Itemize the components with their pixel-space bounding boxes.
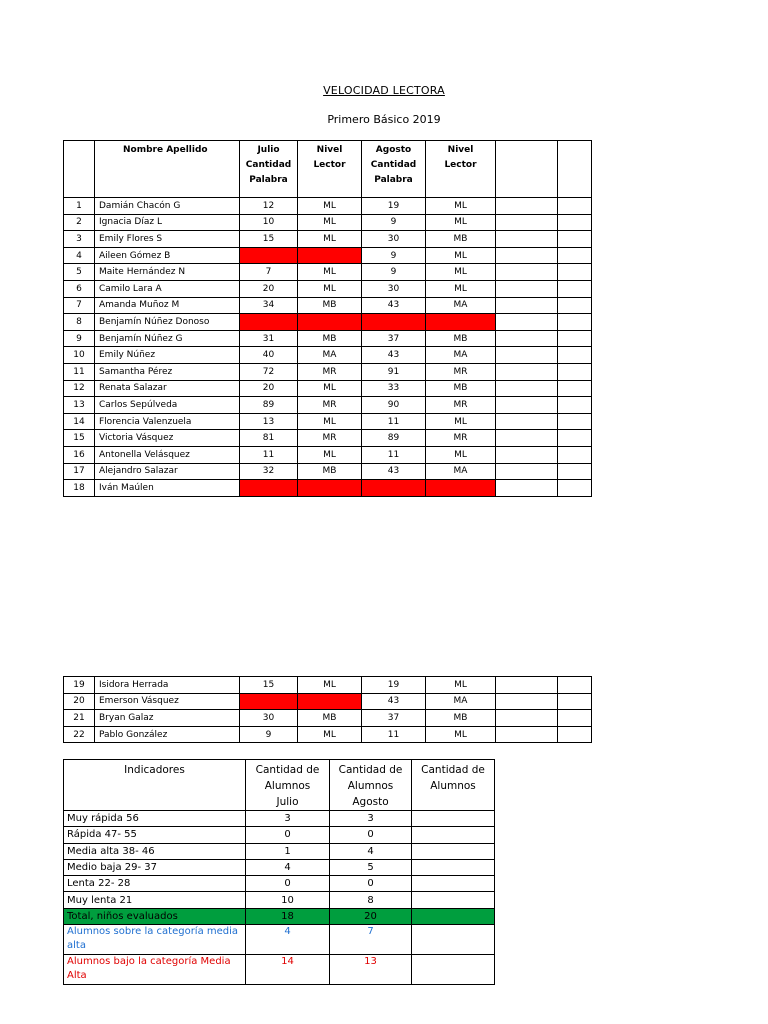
agosto-count: 43 xyxy=(362,347,426,364)
row-number: 6 xyxy=(64,280,95,297)
student-name: Benjamín Núñez Donoso xyxy=(95,314,240,331)
indicator-total xyxy=(412,908,495,924)
indicator-total xyxy=(412,892,495,908)
row-number: 13 xyxy=(64,397,95,414)
indicator-total xyxy=(412,876,495,892)
agosto-count: 30 xyxy=(362,231,426,248)
student-name: Antonella Velásquez xyxy=(95,446,240,463)
indicator-agosto: 13 xyxy=(330,955,412,985)
table-row xyxy=(64,314,592,331)
header-julio xyxy=(240,141,298,198)
student-name: Victoria Vásquez xyxy=(95,430,240,447)
row-number: 5 xyxy=(64,264,95,281)
empty-cell xyxy=(558,677,592,694)
extra-table xyxy=(63,676,592,743)
julio-count: 15 xyxy=(240,231,298,248)
agosto-count: 43 xyxy=(362,693,426,710)
student-name: Alejandro Salazar xyxy=(95,463,240,480)
table-row xyxy=(64,380,592,397)
page-title: VELOCIDAD LECTORA xyxy=(323,84,445,97)
indicator-agosto: 20 xyxy=(330,908,412,924)
student-name: Maite Hernández N xyxy=(95,264,240,281)
indicator-agosto: 7 xyxy=(330,925,412,955)
indicators-table-body xyxy=(64,811,495,985)
empty-cell xyxy=(496,330,558,347)
empty-cell xyxy=(496,214,558,231)
header-julio-text: Julio Cantidad Palabra xyxy=(245,145,292,185)
main-table-body xyxy=(64,198,592,497)
empty-cell xyxy=(558,198,592,215)
header-cantidad-julio xyxy=(246,760,330,811)
agosto-level: MA xyxy=(426,463,496,480)
page-subtitle: Primero Básico 2019 xyxy=(327,113,441,126)
indicator-row xyxy=(64,892,495,908)
header-number xyxy=(64,141,95,198)
julio-level: MR xyxy=(298,397,362,414)
agosto-level: MB xyxy=(426,710,496,727)
julio-level: ML xyxy=(298,380,362,397)
agosto-level: ML xyxy=(426,280,496,297)
agosto-count: 89 xyxy=(362,430,426,447)
empty-cell xyxy=(496,297,558,314)
empty-cell xyxy=(496,710,558,727)
table-row xyxy=(64,231,592,248)
indicator-label: Alumnos sobre la categoría media alta xyxy=(64,925,246,955)
table-row xyxy=(64,264,592,281)
table-row xyxy=(64,280,592,297)
indicator-julio: 4 xyxy=(246,859,330,875)
julio-count: 40 xyxy=(240,347,298,364)
student-name: Pablo González xyxy=(95,726,240,743)
agosto-level: MR xyxy=(426,430,496,447)
row-number: 10 xyxy=(64,347,95,364)
empty-cell xyxy=(558,214,592,231)
indicator-row xyxy=(64,955,495,985)
julio-level: ML xyxy=(298,198,362,215)
row-number: 11 xyxy=(64,363,95,380)
row-number: 7 xyxy=(64,297,95,314)
agosto-level: MB xyxy=(426,330,496,347)
julio-count: 89 xyxy=(240,397,298,414)
student-name: Aileen Gómez B xyxy=(95,247,240,264)
agosto-level: ML xyxy=(426,214,496,231)
julio-level: ML xyxy=(298,446,362,463)
table-row xyxy=(64,397,592,414)
row-number: 14 xyxy=(64,413,95,430)
agosto-count: 19 xyxy=(362,198,426,215)
julio-count: 20 xyxy=(240,380,298,397)
header-cantidad-agosto-text: Cantidad de Alumnos Agosto xyxy=(338,764,403,808)
header-cantidad-agosto xyxy=(330,760,412,811)
julio-count: 10 xyxy=(240,214,298,231)
julio-count: 11 xyxy=(240,446,298,463)
empty-cell xyxy=(558,397,592,414)
empty-cell xyxy=(496,480,558,497)
indicator-agosto: 3 xyxy=(330,811,412,827)
empty-cell xyxy=(558,280,592,297)
julio-count xyxy=(240,314,298,331)
julio-level: MA xyxy=(298,347,362,364)
indicator-agosto: 0 xyxy=(330,827,412,843)
indicator-total xyxy=(412,843,495,859)
student-name: Samantha Pérez xyxy=(95,363,240,380)
student-name: Carlos Sepúlveda xyxy=(95,397,240,414)
julio-count xyxy=(240,480,298,497)
indicator-label: Media alta 38- 46 xyxy=(64,843,246,859)
empty-cell xyxy=(558,264,592,281)
empty-cell xyxy=(496,446,558,463)
empty-cell xyxy=(496,280,558,297)
row-number: 1 xyxy=(64,198,95,215)
header-nivel-1 xyxy=(298,141,362,198)
empty-cell xyxy=(496,430,558,447)
empty-cell xyxy=(496,693,558,710)
student-name: Ignacia Díaz L xyxy=(95,214,240,231)
agosto-count: 91 xyxy=(362,363,426,380)
julio-level xyxy=(298,693,362,710)
empty-cell xyxy=(558,726,592,743)
agosto-level: MB xyxy=(426,231,496,248)
indicator-total xyxy=(412,827,495,843)
indicator-agosto: 8 xyxy=(330,892,412,908)
row-number: 21 xyxy=(64,710,95,727)
table-row xyxy=(64,347,592,364)
julio-count: 31 xyxy=(240,330,298,347)
header-name: Nombre Apellido xyxy=(95,141,240,198)
empty-cell xyxy=(558,693,592,710)
header-cantidad-total xyxy=(412,760,495,811)
row-number: 8 xyxy=(64,314,95,331)
julio-count: 30 xyxy=(240,710,298,727)
indicator-total xyxy=(412,811,495,827)
julio-level: MR xyxy=(298,363,362,380)
indicator-julio: 18 xyxy=(246,908,330,924)
empty-cell xyxy=(496,413,558,430)
empty-cell xyxy=(496,463,558,480)
table-row xyxy=(64,710,592,727)
table-row xyxy=(64,677,592,694)
empty-cell xyxy=(496,397,558,414)
empty-cell xyxy=(558,710,592,727)
empty-cell xyxy=(496,247,558,264)
student-name: Camilo Lara A xyxy=(95,280,240,297)
agosto-level: MB xyxy=(426,380,496,397)
indicator-row xyxy=(64,859,495,875)
empty-cell xyxy=(496,363,558,380)
row-number: 9 xyxy=(64,330,95,347)
agosto-count: 11 xyxy=(362,446,426,463)
indicator-row xyxy=(64,811,495,827)
empty-cell xyxy=(496,347,558,364)
agosto-level: ML xyxy=(426,726,496,743)
julio-level: ML xyxy=(298,214,362,231)
agosto-level xyxy=(426,480,496,497)
empty-cell xyxy=(496,677,558,694)
empty-cell xyxy=(558,297,592,314)
agosto-level: MA xyxy=(426,297,496,314)
header-empty-2 xyxy=(558,141,592,198)
student-name: Bryan Galaz xyxy=(95,710,240,727)
indicator-total xyxy=(412,859,495,875)
header-nivel-2-text: Nivel Lector xyxy=(444,145,477,170)
indicator-label: Total, niños evaluados xyxy=(64,908,246,924)
agosto-count: 37 xyxy=(362,330,426,347)
indicator-julio: 10 xyxy=(246,892,330,908)
agosto-count: 9 xyxy=(362,264,426,281)
student-name: Benjamín Núñez G xyxy=(95,330,240,347)
indicator-row xyxy=(64,908,495,924)
row-number: 4 xyxy=(64,247,95,264)
student-name: Emerson Vásquez xyxy=(95,693,240,710)
indicator-label: Muy rápida 56 xyxy=(64,811,246,827)
indicator-julio: 0 xyxy=(246,827,330,843)
row-number: 15 xyxy=(64,430,95,447)
empty-cell xyxy=(496,264,558,281)
julio-level: ML xyxy=(298,231,362,248)
empty-cell xyxy=(558,413,592,430)
table-row xyxy=(64,363,592,380)
agosto-count: 9 xyxy=(362,214,426,231)
julio-count: 12 xyxy=(240,198,298,215)
julio-level: ML xyxy=(298,413,362,430)
empty-cell xyxy=(496,726,558,743)
table-row xyxy=(64,726,592,743)
agosto-level: ML xyxy=(426,247,496,264)
student-name: Florencia Valenzuela xyxy=(95,413,240,430)
indicator-agosto: 4 xyxy=(330,843,412,859)
row-number: 16 xyxy=(64,446,95,463)
julio-count: 13 xyxy=(240,413,298,430)
row-number: 18 xyxy=(64,480,95,497)
julio-level: MB xyxy=(298,297,362,314)
indicator-julio: 4 xyxy=(246,925,330,955)
main-table xyxy=(63,140,592,497)
table-row xyxy=(64,198,592,215)
indicator-row xyxy=(64,827,495,843)
header-agosto xyxy=(362,141,426,198)
empty-cell xyxy=(558,463,592,480)
julio-count: 9 xyxy=(240,726,298,743)
agosto-level: ML xyxy=(426,446,496,463)
student-name: Amanda Muñoz M xyxy=(95,297,240,314)
agosto-level: ML xyxy=(426,677,496,694)
row-number: 3 xyxy=(64,231,95,248)
agosto-level: MA xyxy=(426,347,496,364)
empty-cell xyxy=(558,247,592,264)
empty-cell xyxy=(558,314,592,331)
julio-count xyxy=(240,693,298,710)
indicator-label: Medio baja 29- 37 xyxy=(64,859,246,875)
table-row xyxy=(64,446,592,463)
empty-cell xyxy=(496,314,558,331)
table-row xyxy=(64,430,592,447)
indicator-row xyxy=(64,876,495,892)
julio-level: ML xyxy=(298,280,362,297)
empty-cell xyxy=(558,480,592,497)
extra-table-body xyxy=(64,677,592,743)
agosto-count: 11 xyxy=(362,726,426,743)
indicator-total xyxy=(412,955,495,985)
julio-level: MB xyxy=(298,463,362,480)
header-indicadores: Indicadores xyxy=(64,760,246,811)
agosto-level: MR xyxy=(426,363,496,380)
empty-cell xyxy=(558,380,592,397)
julio-level: ML xyxy=(298,264,362,281)
agosto-count: 11 xyxy=(362,413,426,430)
agosto-count xyxy=(362,314,426,331)
header-cantidad-total-text: Cantidad de Alumnos xyxy=(421,764,485,792)
agosto-count: 19 xyxy=(362,677,426,694)
julio-level: ML xyxy=(298,677,362,694)
row-number: 22 xyxy=(64,726,95,743)
agosto-level: ML xyxy=(426,198,496,215)
indicator-label: Muy lenta 21 xyxy=(64,892,246,908)
student-name: Emily Núñez xyxy=(95,347,240,364)
julio-level xyxy=(298,314,362,331)
table-row xyxy=(64,247,592,264)
julio-level: MB xyxy=(298,710,362,727)
empty-cell xyxy=(496,231,558,248)
row-number: 12 xyxy=(64,380,95,397)
indicator-agosto: 0 xyxy=(330,876,412,892)
julio-count: 32 xyxy=(240,463,298,480)
agosto-level: MR xyxy=(426,397,496,414)
table-row xyxy=(64,463,592,480)
agosto-count: 33 xyxy=(362,380,426,397)
agosto-level: ML xyxy=(426,264,496,281)
julio-level: MR xyxy=(298,430,362,447)
table-row xyxy=(64,413,592,430)
indicator-julio: 3 xyxy=(246,811,330,827)
julio-level: MB xyxy=(298,330,362,347)
agosto-count: 30 xyxy=(362,280,426,297)
agosto-level: ML xyxy=(426,413,496,430)
indicator-julio: 14 xyxy=(246,955,330,985)
empty-cell xyxy=(558,430,592,447)
agosto-count: 43 xyxy=(362,463,426,480)
julio-level xyxy=(298,480,362,497)
indicator-label: Alumnos bajo la categoría Media Alta xyxy=(64,955,246,985)
indicator-total xyxy=(412,925,495,955)
agosto-count: 37 xyxy=(362,710,426,727)
indicators-table xyxy=(63,759,495,985)
indicator-julio: 1 xyxy=(246,843,330,859)
indicator-row xyxy=(64,843,495,859)
student-name: Renata Salazar xyxy=(95,380,240,397)
indicator-row xyxy=(64,925,495,955)
header-empty-1 xyxy=(496,141,558,198)
table-row xyxy=(64,214,592,231)
student-name: Iván Maúlen xyxy=(95,480,240,497)
table-row xyxy=(64,480,592,497)
empty-cell xyxy=(558,347,592,364)
julio-count: 15 xyxy=(240,677,298,694)
row-number: 2 xyxy=(64,214,95,231)
table-row xyxy=(64,693,592,710)
julio-count: 81 xyxy=(240,430,298,447)
row-number: 17 xyxy=(64,463,95,480)
empty-cell xyxy=(558,446,592,463)
julio-count: 7 xyxy=(240,264,298,281)
student-name: Isidora Herrada xyxy=(95,677,240,694)
indicator-agosto: 5 xyxy=(330,859,412,875)
row-number: 19 xyxy=(64,677,95,694)
agosto-level: MA xyxy=(426,693,496,710)
julio-level: ML xyxy=(298,726,362,743)
julio-count: 34 xyxy=(240,297,298,314)
empty-cell xyxy=(558,330,592,347)
agosto-count xyxy=(362,480,426,497)
julio-count: 20 xyxy=(240,280,298,297)
julio-level xyxy=(298,247,362,264)
student-name: Emily Flores S xyxy=(95,231,240,248)
agosto-level xyxy=(426,314,496,331)
empty-cell xyxy=(496,380,558,397)
julio-count xyxy=(240,247,298,264)
julio-count: 72 xyxy=(240,363,298,380)
row-number: 20 xyxy=(64,693,95,710)
header-nivel-1-text: Nivel Lector xyxy=(313,145,346,170)
indicator-julio: 0 xyxy=(246,876,330,892)
header-agosto-text: Agosto Cantidad Palabra xyxy=(370,145,417,185)
table-row xyxy=(64,297,592,314)
indicator-label: Rápida 47- 55 xyxy=(64,827,246,843)
agosto-count: 9 xyxy=(362,247,426,264)
agosto-count: 90 xyxy=(362,397,426,414)
header-cantidad-julio-text: Cantidad de Alumnos Julio xyxy=(255,764,320,808)
empty-cell xyxy=(558,363,592,380)
indicator-label: Lenta 22- 28 xyxy=(64,876,246,892)
header-nivel-2 xyxy=(426,141,496,198)
empty-cell xyxy=(558,231,592,248)
empty-cell xyxy=(496,198,558,215)
student-name: Damián Chacón G xyxy=(95,198,240,215)
agosto-count: 43 xyxy=(362,297,426,314)
table-row xyxy=(64,330,592,347)
